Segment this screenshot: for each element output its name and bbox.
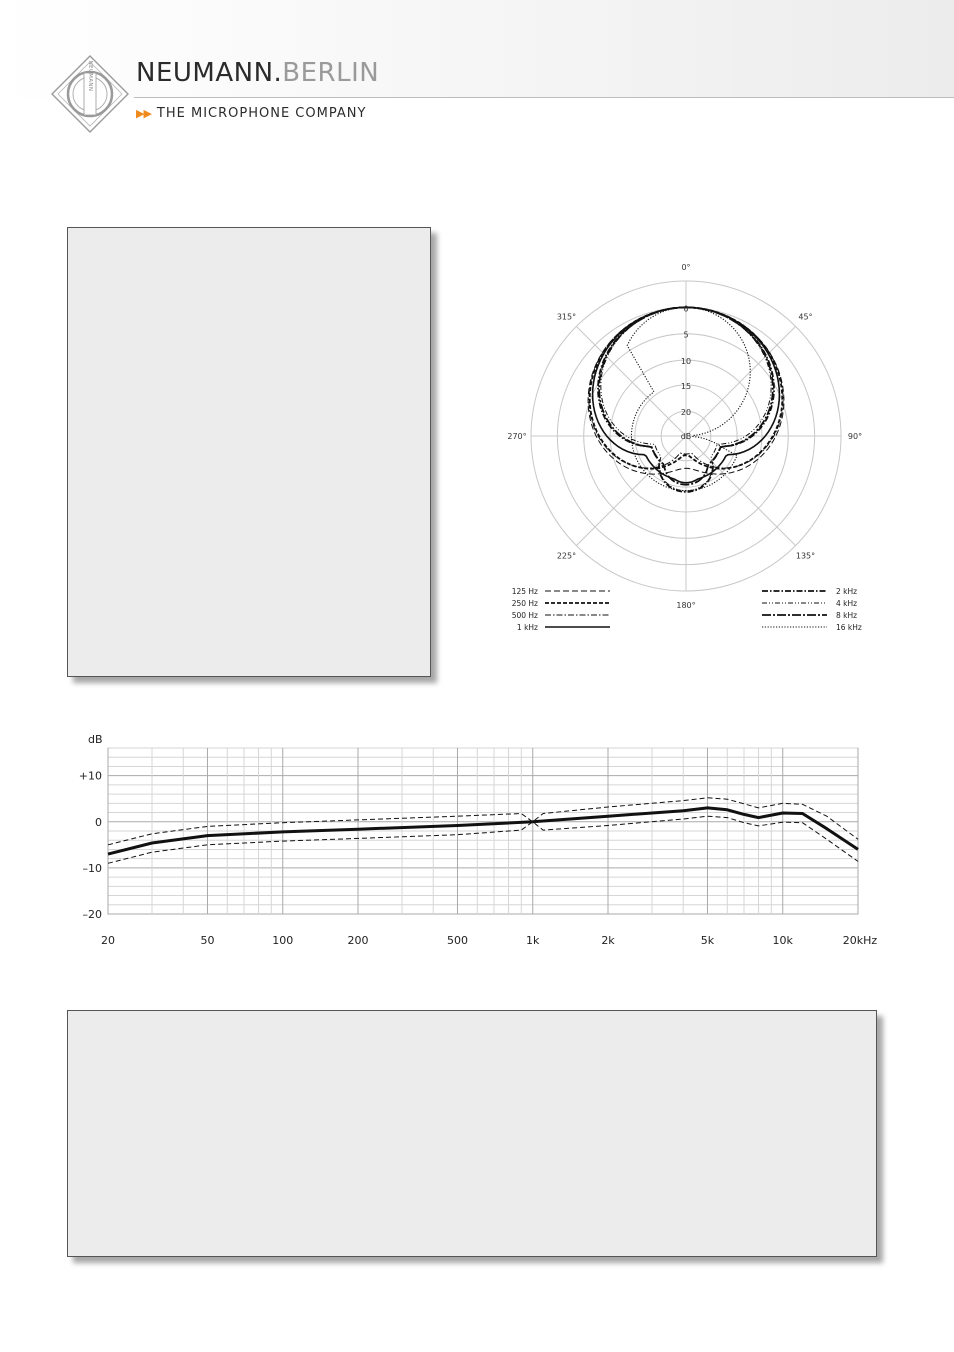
frequency-grid [108, 748, 858, 914]
y-tick-label: 0 [95, 815, 102, 829]
x-tick-label: 500 [446, 934, 468, 947]
header-rule [134, 97, 954, 98]
polar-ring-label: 15 [680, 381, 692, 391]
legend-label: 4 kHz [836, 599, 858, 608]
polar-angle-label: 135° [795, 551, 816, 561]
y-tick-labels [79, 770, 102, 921]
polar-angle-label: 270° [507, 432, 527, 441]
polar-angle-label: 0° [681, 263, 691, 272]
x-tick-label: 20kHz [842, 934, 878, 947]
info-panel-top [67, 227, 431, 677]
polar-ring-label: 20 [680, 408, 692, 418]
y-tick-label: –20 [82, 908, 102, 921]
neumann-diamond-logo [50, 54, 130, 134]
legend-label: 2 kHz [836, 587, 858, 596]
brand-wordmark [136, 60, 379, 86]
y-axis-title: dB [88, 733, 103, 746]
legend-label: 8 kHz [836, 611, 858, 620]
polar-ring-label: 0 [683, 304, 689, 314]
polar-angle-label: 90° [847, 432, 863, 441]
double-arrow-icon: ▶▶ [136, 107, 151, 120]
x-tick-label: 200 [347, 934, 369, 947]
x-tick-label: 10k [772, 934, 793, 947]
polar-pattern-diagram [480, 250, 900, 650]
legend-label: 125 Hz [511, 587, 538, 596]
x-tick-label: 5k [700, 934, 715, 947]
x-tick-labels [101, 934, 877, 947]
brand-tagline: THE MICROPHONE COMPANY [156, 106, 367, 121]
brand-name-primary: NEUMANN. [136, 58, 283, 88]
polar-angle-label: 315° [556, 312, 577, 322]
legend-label: 1 kHz [516, 623, 538, 632]
x-tick-label: 20 [101, 934, 115, 947]
y-tick-label: –10 [82, 861, 102, 875]
x-tick-label: 1k [526, 934, 540, 947]
info-panel-bottom [67, 1010, 877, 1257]
polar-ring-label: 10 [680, 357, 692, 367]
brand-tagline-row [136, 106, 366, 121]
frequency-response-chart [70, 725, 900, 960]
polar-angle-label: 180° [676, 601, 696, 610]
legend-label: 16 kHz [836, 623, 862, 632]
polar-curve [627, 307, 750, 490]
polar-ring-label: dB [680, 432, 692, 441]
polar-angle-label: 45° [798, 312, 813, 322]
x-tick-label: 2k [601, 934, 615, 947]
brand-name-secondary: BERLIN [282, 58, 380, 88]
x-tick-label: 50 [200, 934, 215, 947]
y-tick-label: +10 [78, 769, 102, 783]
polar-ring-label: 5 [683, 330, 689, 340]
legend-label: 500 Hz [511, 611, 538, 620]
x-tick-label: 100 [272, 934, 294, 947]
logo-seal-text: NEUMANN [87, 60, 93, 92]
polar-angle-label: 225° [556, 551, 577, 561]
legend-label: 250 Hz [511, 599, 538, 608]
